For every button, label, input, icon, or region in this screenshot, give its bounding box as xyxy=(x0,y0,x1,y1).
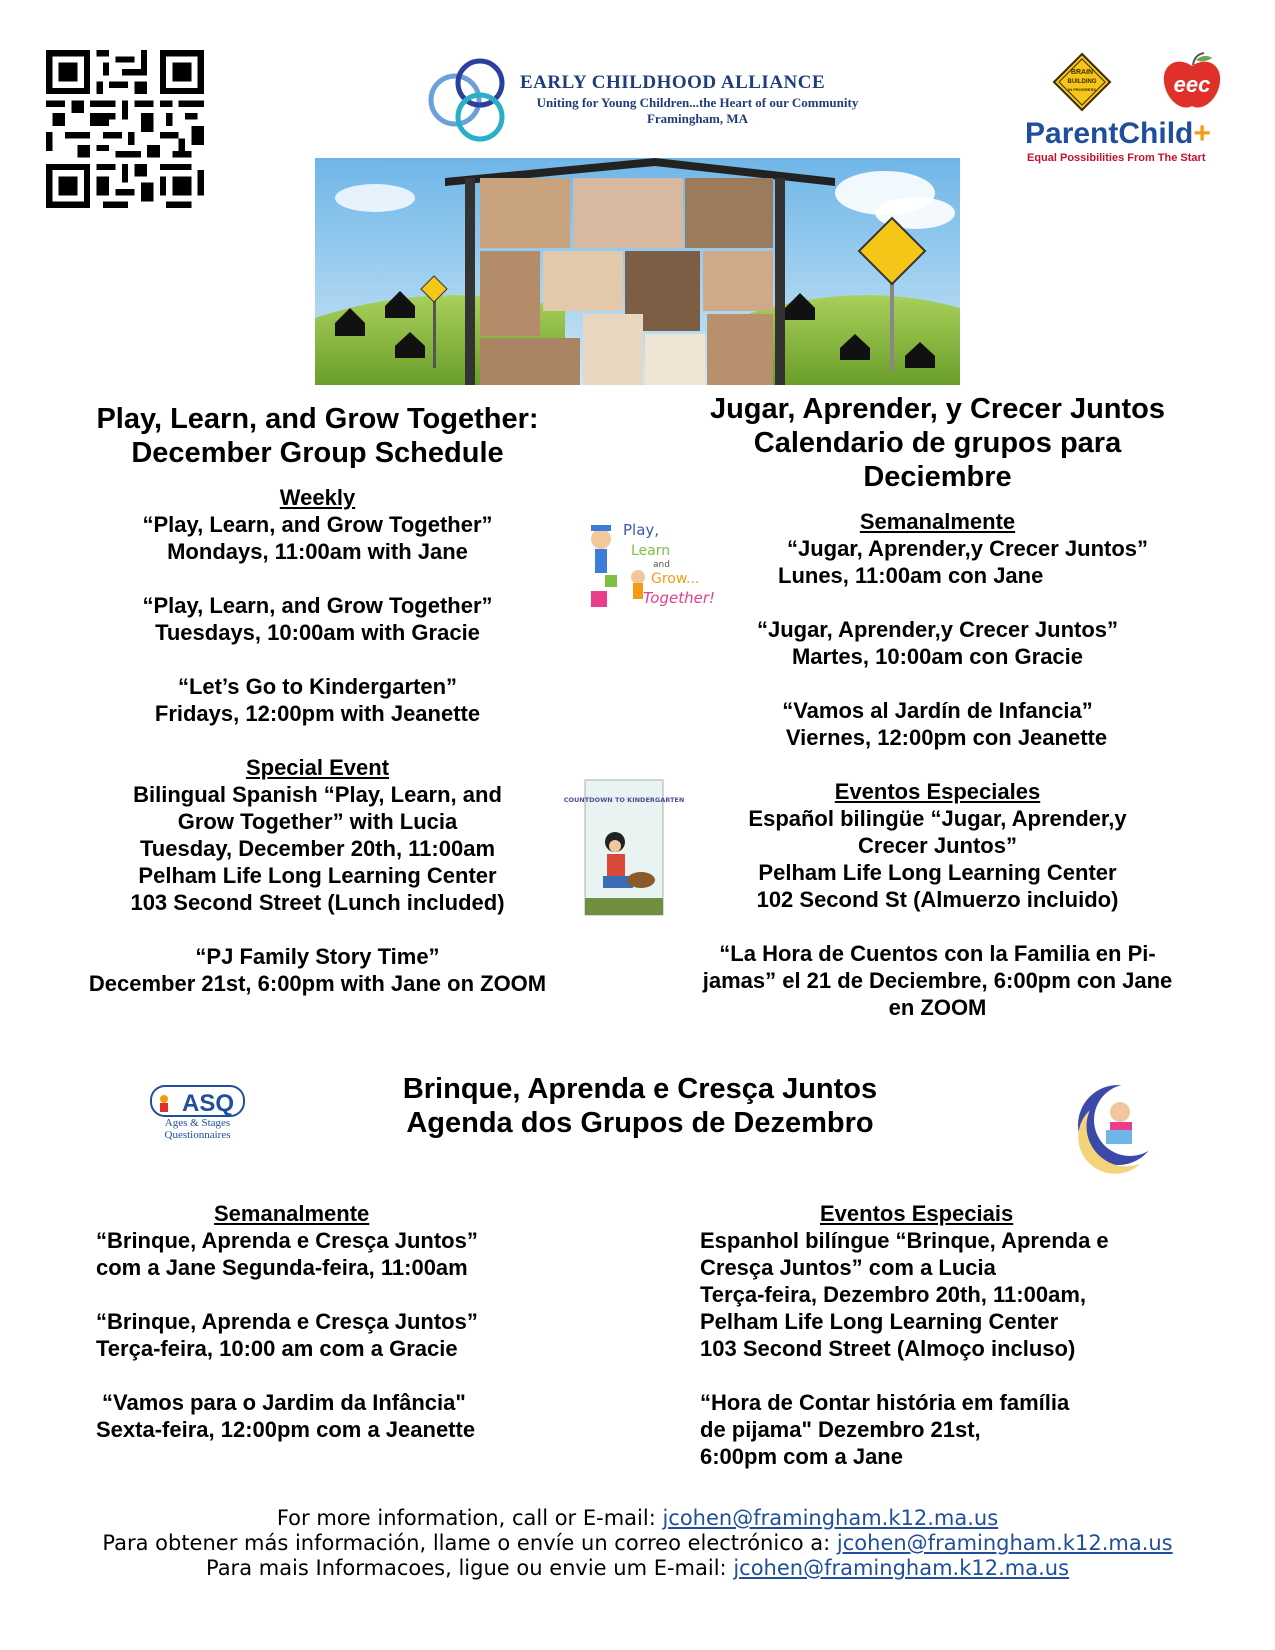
footer-email-link-en[interactable]: jcohen@framingham.k12.ma.us xyxy=(662,1506,999,1530)
brain-sign-line-1: BRAIN xyxy=(1070,69,1094,76)
eca-title: EARLY CHILDHOOD ALLIANCE xyxy=(520,72,826,93)
asq-name: ASQ xyxy=(181,1090,235,1117)
brain-building-sign-icon xyxy=(1052,52,1112,112)
spanish-title-line-2: Calendario de grupos para xyxy=(753,427,1122,459)
brain-sign-line-2: BUILDING xyxy=(1067,79,1097,85)
english-weekly-3-time: Fridays, 12:00pm with Jeanette xyxy=(154,701,481,726)
countdown-to-kindergarten-book-image xyxy=(563,780,685,915)
spanish-weekly-1-time: Lunes, 11:00am con Jane xyxy=(778,563,1044,588)
spanish-weekly xyxy=(660,508,1215,1021)
portuguese-title xyxy=(320,1072,960,1140)
footer-email-link-es[interactable]: jcohen@framingham.k12.ma.us xyxy=(836,1531,1173,1555)
pl-logo-line-5: Together! xyxy=(643,589,716,607)
english-special-heading: Special Event xyxy=(245,755,390,780)
english-weekly-3-name: “Let’s Go to Kindergarten” xyxy=(177,674,458,699)
portuguese-weekly xyxy=(96,1200,556,1443)
parentchild-logo-text xyxy=(1025,117,1211,151)
spanish-weekly-heading: Semanalmente xyxy=(859,509,1016,534)
pl-logo-line-4: Grow... xyxy=(651,571,700,587)
english-special-line: Bilingual Spanish “Play, Learn, and xyxy=(133,782,502,807)
spanish-title xyxy=(660,392,1215,494)
spanish-pj-line: jamas” el 21 de Deciembre, 6:00pm con Jane xyxy=(702,968,1173,993)
spanish-special-line: Español bilingüe “Jugar, Aprender,y xyxy=(748,806,1127,831)
portuguese-special-line: de pijama" Dezembro 21st, xyxy=(700,1417,981,1442)
portuguese-title-line-2: Agenda dos Grupos de Dezembro xyxy=(406,1107,874,1139)
footer-en-text: For more information, call or E-mail: xyxy=(276,1506,663,1530)
english-title-line-1: Play, Learn, and Grow Together: xyxy=(96,403,539,435)
eca-tagline: Uniting for Young Children...the Heart of our Community xyxy=(536,95,859,110)
english-weekly xyxy=(40,484,595,997)
english-weekly-2-time: Tuesdays, 10:00am with Gracie xyxy=(155,620,480,645)
english-title xyxy=(40,402,595,470)
brain-sign-line-3: IN PROGRESS xyxy=(1068,87,1096,92)
portuguese-weekly-line: com a Jane Segunda-feira, 11:00am xyxy=(96,1255,468,1280)
portuguese-special-heading: Eventos Especiais xyxy=(820,1201,1014,1226)
spanish-pj-line: en ZOOM xyxy=(888,995,987,1020)
english-special-line: Tuesday, December 20th, 11:00am xyxy=(139,836,496,861)
moon-reading-icon xyxy=(1070,1080,1165,1170)
eec-apple-logo xyxy=(1160,52,1224,112)
spanish-section xyxy=(660,392,1215,1021)
parentchild-plus: + xyxy=(1193,117,1211,150)
portuguese-title-line-1: Brinque, Aprenda e Cresça Juntos xyxy=(402,1073,878,1105)
portuguese-special-line: Cresça Juntos” com a Lucia xyxy=(700,1255,996,1280)
footer-line-es xyxy=(0,1531,1275,1556)
portuguese-special-line: Pelham Life Long Learning Center xyxy=(700,1309,1059,1334)
eca-location: Framingham, MA xyxy=(646,111,749,126)
english-title-line-2: December Group Schedule xyxy=(131,437,504,469)
portuguese-special-line: 6:00pm com a Jane xyxy=(700,1444,903,1469)
parentchild-tagline: Equal Possibilities From The Start xyxy=(1027,152,1206,164)
spanish-weekly-3-name: “Vamos al Jardín de Infancia” xyxy=(782,698,1093,723)
spanish-weekly-1-name: “Jugar, Aprender,y Crecer Juntos” xyxy=(786,536,1149,561)
eca-rings-logo xyxy=(425,55,520,145)
english-special-line: Grow Together” with Lucia xyxy=(177,809,458,834)
pl-logo-line-2: Learn xyxy=(631,543,671,559)
english-section xyxy=(40,402,595,997)
english-special-line: 103 Second Street (Lunch included) xyxy=(130,890,505,915)
footer-contact xyxy=(0,1506,1275,1581)
portuguese-weekly-line: Sexta-feira, 12:00pm com a Jeanette xyxy=(96,1417,476,1442)
book-title: COUNTDOWN TO KINDERGARTEN xyxy=(563,796,685,804)
spanish-special-line: Pelham Life Long Learning Center xyxy=(758,860,1117,885)
footer-pt-text: Para mais Informacoes, ligue ou envie um E-mail: xyxy=(205,1556,734,1580)
asq-logo xyxy=(150,1085,245,1145)
spanish-weekly-2-name: “Jugar, Aprender,y Crecer Juntos” xyxy=(756,617,1119,642)
footer-es-text: Para obtener más información, llame o envíe un correo electrónico a: xyxy=(102,1531,837,1555)
english-special-line: Pelham Life Long Learning Center xyxy=(138,863,497,888)
spanish-special-line: Crecer Juntos” xyxy=(858,833,1017,858)
spanish-title-line-3: Deciembre xyxy=(863,461,1012,493)
footer-line-en xyxy=(0,1506,1275,1531)
english-weekly-1-time: Mondays, 11:00am with Jane xyxy=(167,539,468,564)
portuguese-special-line: “Hora de Contar história em família xyxy=(700,1390,1070,1415)
pl-logo-line-3: and xyxy=(653,560,670,570)
footer-email-link-pt[interactable]: jcohen@framingham.k12.ma.us xyxy=(733,1556,1070,1580)
pl-logo-line-1: Play, xyxy=(623,521,660,539)
banner-collage-image xyxy=(315,158,960,385)
spanish-weekly-3-time: Viernes, 12:00pm con Jeanette xyxy=(785,725,1108,750)
portuguese-special-line: 103 Second Street (Almoço incluso) xyxy=(700,1336,1076,1361)
portuguese-weekly-heading: Semanalmente xyxy=(214,1201,370,1226)
portuguese-weekly-line: Terça-feira, 10:00 am com a Gracie xyxy=(96,1336,458,1361)
eec-text: eec xyxy=(1173,72,1211,97)
spanish-title-line-1: Jugar, Aprender, y Crecer Juntos xyxy=(709,393,1166,425)
portuguese-special-line: Terça-feira, Dezembro 20th, 11:00am, xyxy=(700,1282,1086,1307)
eca-tagline-block xyxy=(520,95,875,127)
qr-code xyxy=(46,50,204,208)
spanish-special-heading: Eventos Especiales xyxy=(834,779,1041,804)
portuguese-weekly-line: “Brinque, Aprenda e Cresça Juntos” xyxy=(96,1309,478,1334)
parentchild-name: ParentChild xyxy=(1025,117,1194,150)
portuguese-weekly-line: “Brinque, Aprenda e Cresça Juntos” xyxy=(96,1228,478,1253)
footer-line-pt xyxy=(0,1556,1275,1581)
portuguese-special xyxy=(700,1200,1200,1470)
asq-sub: Ages & Stages Questionnaires xyxy=(164,1117,231,1141)
english-weekly-heading: Weekly xyxy=(279,485,356,510)
spanish-pj-line: “La Hora de Cuentos con la Familia en Pi- xyxy=(719,941,1156,966)
portuguese-special-line: Espanhol bilíngue “Brinque, Aprenda e xyxy=(700,1228,1109,1253)
spanish-special-line: 102 Second St (Almuerzo incluido) xyxy=(756,887,1119,912)
english-weekly-2-name: “Play, Learn, and Grow Together” xyxy=(142,593,493,618)
english-pj-name: “PJ Family Story Time” xyxy=(195,944,440,969)
portuguese-weekly-line: “Vamos para o Jardim da Infância" xyxy=(102,1390,466,1415)
english-weekly-1-name: “Play, Learn, and Grow Together” xyxy=(142,512,493,537)
spanish-weekly-2-time: Martes, 10:00am con Gracie xyxy=(791,644,1084,669)
english-pj-time: December 21st, 6:00pm with Jane on ZOOM xyxy=(88,971,547,996)
